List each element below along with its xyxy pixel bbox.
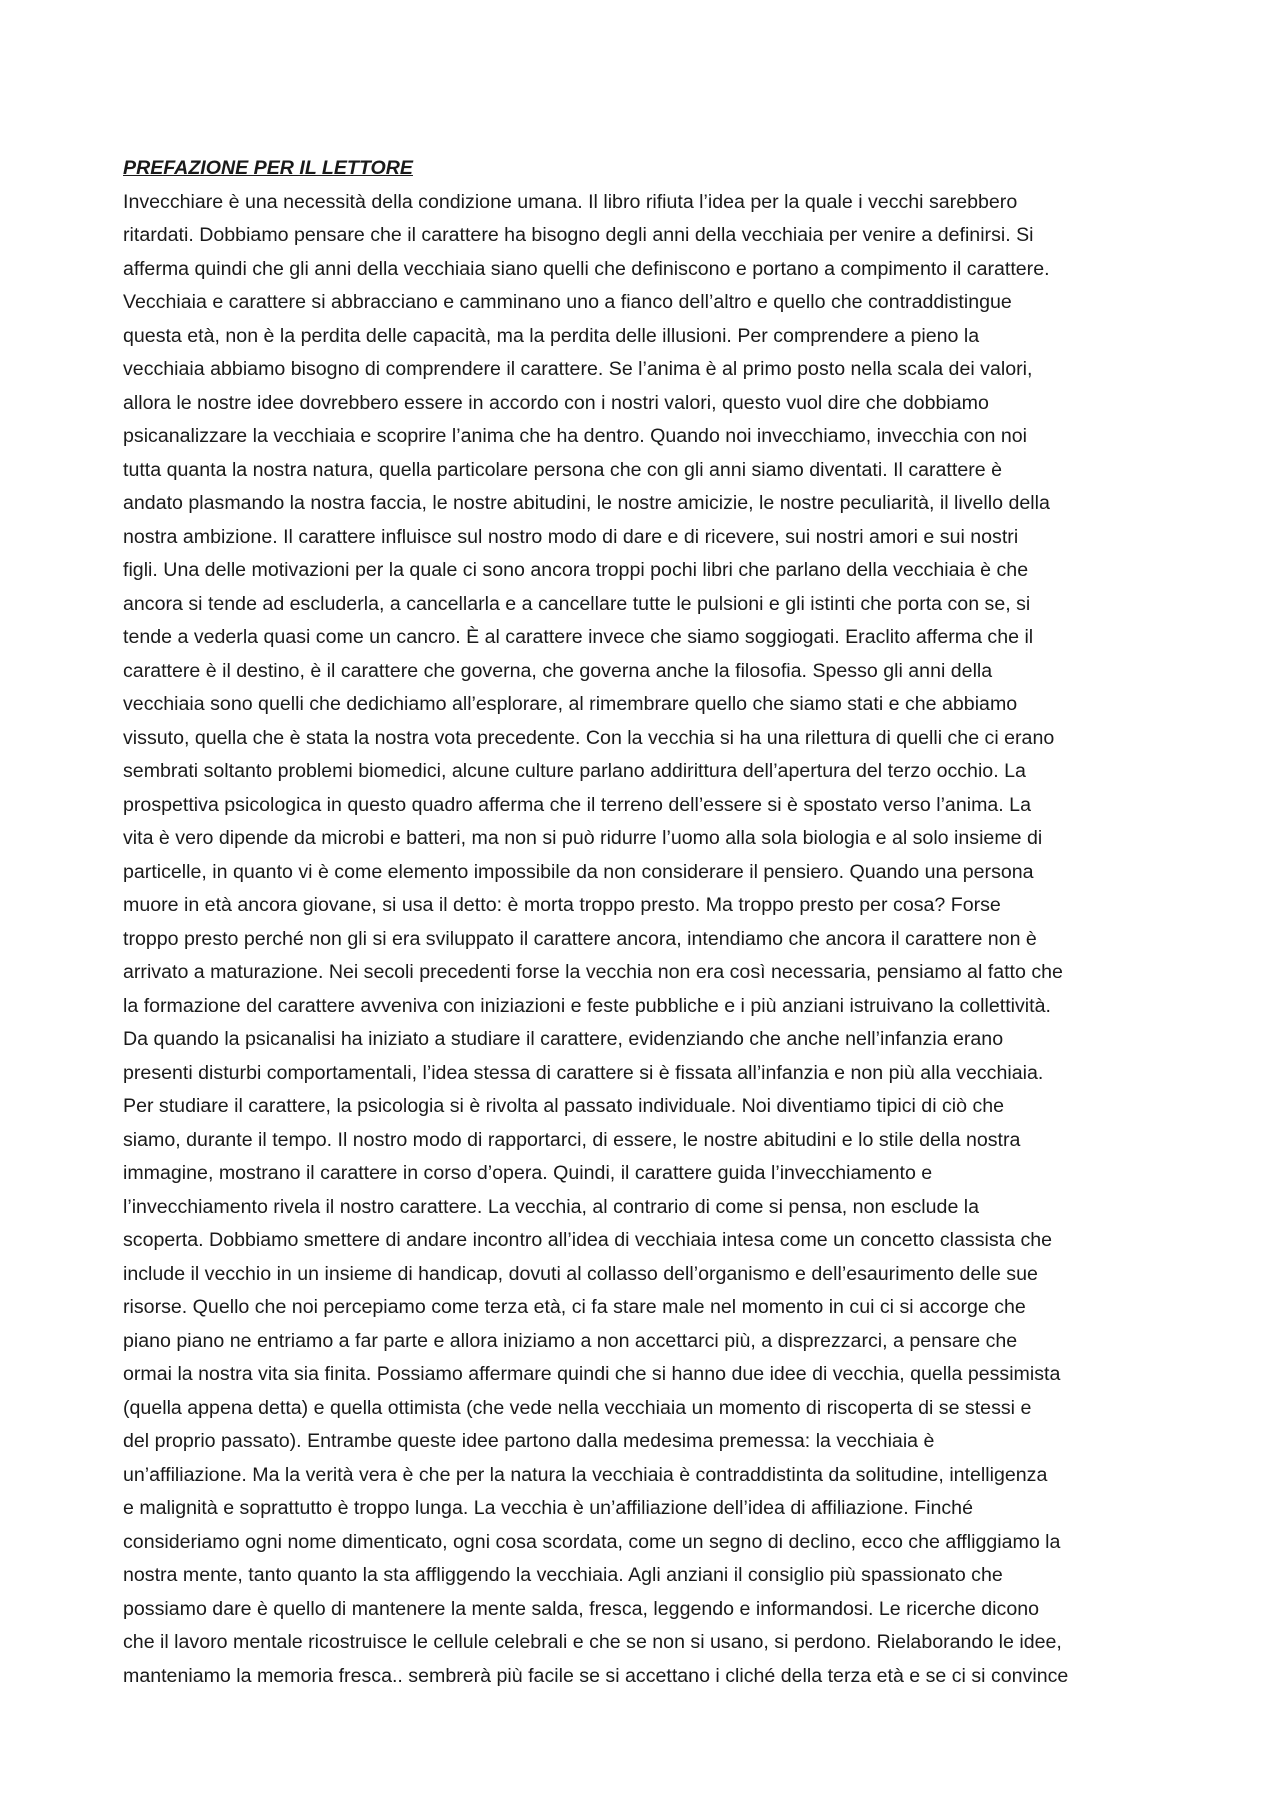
- text-line: immagine, mostrano il carattere in corso d’opera. Quindi, il carattere guida l’invecchiamento e: [123, 1162, 933, 1184]
- text-line: ancora si tende ad escluderla, a cancellarla e a cancellare tutte le pulsioni e gli istinti che porta con se, si: [123, 592, 1031, 615]
- text-line: muore in età ancora giovane, si usa il detto: è morta troppo presto. Ma troppo presto per cosa? Forse: [123, 894, 1001, 916]
- text-line: la formazione del carattere avveniva con iniziazioni e feste pubbliche e i più anziani istruivano la collettività.: [123, 994, 1051, 1017]
- text-line: particelle, in quanto vi è come elemento impossibile da non considerare il pensiero. Quando una persona: [123, 860, 1034, 883]
- text-line: siamo, durante il tempo. Il nostro modo di rapportarci, di essere, le nostre abitudini e lo stile della nostra: [123, 1128, 1021, 1151]
- text-line: nostra ambizione. Il carattere influisce sul nostro modo di dare e di ricevere, sui nostri amori e sui nostri: [123, 525, 1019, 548]
- text-line: presenti disturbi comportamentali, l’idea stessa di carattere si è fissata all’infanzia e non più alla vecchiaia.: [123, 1061, 1044, 1084]
- text-line: Vecchiaia e carattere si abbracciano e camminano uno a fianco dell’altro e quello che contraddistingue: [123, 291, 1012, 313]
- text-line: tende a vederla quasi come un cancro. È al carattere invece che siamo soggiogati. Eraclito afferma che il: [123, 626, 1034, 648]
- text-line: troppo presto perché non gli si era sviluppato il carattere ancora, intendiamo che ancora il carattere non è: [123, 927, 1037, 950]
- text-line: che il lavoro mentale ricostruisce le cellule celebrali e che se non si usano, si perdono. Rielaborando le idee,: [123, 1631, 1062, 1653]
- text-line: e malignità e soprattutto è troppo lunga. La vecchia è un’affiliazione dell’idea di affiliazione. Finché: [123, 1497, 973, 1519]
- text-line: include il vecchio in un insieme di handicap, dovuti al collasso dell’organismo e dell’esaurimento delle sue: [123, 1262, 1038, 1285]
- text-line: consideriamo ogni nome dimenticato, ogni cosa scordata, come un segno di declino, ecco che affliggiamo la: [123, 1530, 1061, 1553]
- text-line: nostra mente, tanto quanto la sta affliggendo la vecchiaia. Agli anziani il consiglio più spassionato che: [123, 1564, 1003, 1586]
- text-line: vecchiaia sono quelli che dedichiamo all’esplorare, al rimembrare quello che siamo stati e che abbiamo: [123, 693, 1018, 715]
- text-line: vissuto, quella che è stata la nostra vota precedente. Con la vecchia si ha una rilettura di quelli che ci erano: [123, 726, 1055, 749]
- text-line: carattere è il destino, è il carattere che governa, che governa anche la filosofia. Spesso gli anni della: [123, 659, 993, 682]
- text-line: manteniamo la memoria fresca.. sembrerà più facile se si accettano i cliché della terza età e se ci si convince: [123, 1664, 1069, 1687]
- text-line: Invecchiare è una necessità della condizione umana. Il libro rifiuta l’idea per la quale i vecchi sarebbero: [123, 190, 1018, 213]
- text-line: ormai la nostra vita sia finita. Possiamo affermare quindi che si hanno due idee di vecchia, quella pessimista: [123, 1363, 1061, 1385]
- text-line: Da quando la psicanalisi ha iniziato a studiare il carattere, evidenziando che anche nell’infanzia erano: [123, 1028, 1004, 1050]
- text-line: Per studiare il carattere, la psicologia si è rivolta al passato individuale. Noi diventiamo tipici di ciò che: [123, 1095, 1005, 1117]
- text-line: questa età, non è la perdita delle capacità, ma la perdita delle illusioni. Per comprendere a pieno la: [123, 324, 980, 347]
- document-page: [123, 152, 1168, 1693]
- text-line: arrivato a maturazione. Nei secoli precedenti forse la vecchia non era così necessaria, pensiamo al fatto che: [123, 961, 1063, 983]
- text-line: allora le nostre idee dovrebbero essere in accordo con i nostri valori, questo vuol dire che dobbiamo: [123, 391, 989, 414]
- text-line: (quella appena detta) e quella ottimista (che vede nella vecchiaia un momento di riscoperta di se stessi e: [123, 1396, 1032, 1419]
- text-line: l’invecchiamento rivela il nostro carattere. La vecchia, al contrario di come si pensa, non esclude la: [123, 1195, 980, 1218]
- text-line: figli. Una delle motivazioni per la quale ci sono ancora troppi pochi libri che parlano della vecchiaia è che: [123, 559, 1029, 581]
- text-line: sembrati soltanto problemi biomedici, alcune culture parlano addirittura dell’apertura del terzo occhio. La: [123, 760, 1026, 782]
- text-line: tutta quanta la nostra natura, quella particolare persona che con gli anni siamo diventati. Il carattere è: [123, 458, 1002, 481]
- text-line: piano piano ne entriamo a far parte e allora iniziamo a non accettarci più, a disprezzarci, a pensare che: [123, 1329, 1018, 1352]
- text-line: del proprio passato). Entrambe queste idee partono dalla medesima premessa: la vecchiaia è: [123, 1430, 935, 1452]
- text-line: ritardati. Dobbiamo pensare che il carattere ha bisogno degli anni della vecchiaia per venire a definirsi. Si: [123, 224, 1034, 246]
- text-line: andato plasmando la nostra faccia, le nostre abitudini, le nostre amicizie, le nostre peculiarità, il livello della: [123, 492, 1050, 514]
- text-line: psicanalizzare la vecchiaia e scoprire l’anima che ha dentro. Quando noi invecchiamo, invecchia con noi: [123, 425, 1027, 447]
- document-body: [123, 186, 1168, 1694]
- text-line: possiamo dare è quello di mantenere la mente salda, fresca, leggendo e informandosi. Le ricerche dicono: [123, 1597, 1040, 1620]
- document-heading: PREFAZIONE PER IL LETTORE: [123, 157, 413, 179]
- text-line: vita è vero dipende da microbi e batteri, ma non si può ridurre l’uomo alla sola biologia e al solo insieme di: [123, 827, 1043, 849]
- text-line: un’affiliazione. Ma la verità vera è che per la natura la vecchiaia è contraddistinta da solitudine, intelligenza: [123, 1463, 1048, 1486]
- text-line: afferma quindi che gli anni della vecchiaia siano quelli che definiscono e portano a compimento il carattere.: [123, 257, 1050, 280]
- text-line: vecchiaia abbiamo bisogno di comprendere il carattere. Se l’anima è al primo posto nella scala dei valori,: [123, 358, 1033, 380]
- text-line: scoperta. Dobbiamo smettere di andare incontro all’idea di vecchiaia intesa come un concetto classista che: [123, 1229, 1053, 1251]
- text-line: prospettiva psicologica in questo quadro afferma che il terreno dell’essere si è spostato verso l’anima. La: [123, 793, 1031, 816]
- text-line: risorse. Quello che noi percepiamo come terza età, ci fa stare male nel momento in cui ci si accorge che: [123, 1296, 1026, 1318]
